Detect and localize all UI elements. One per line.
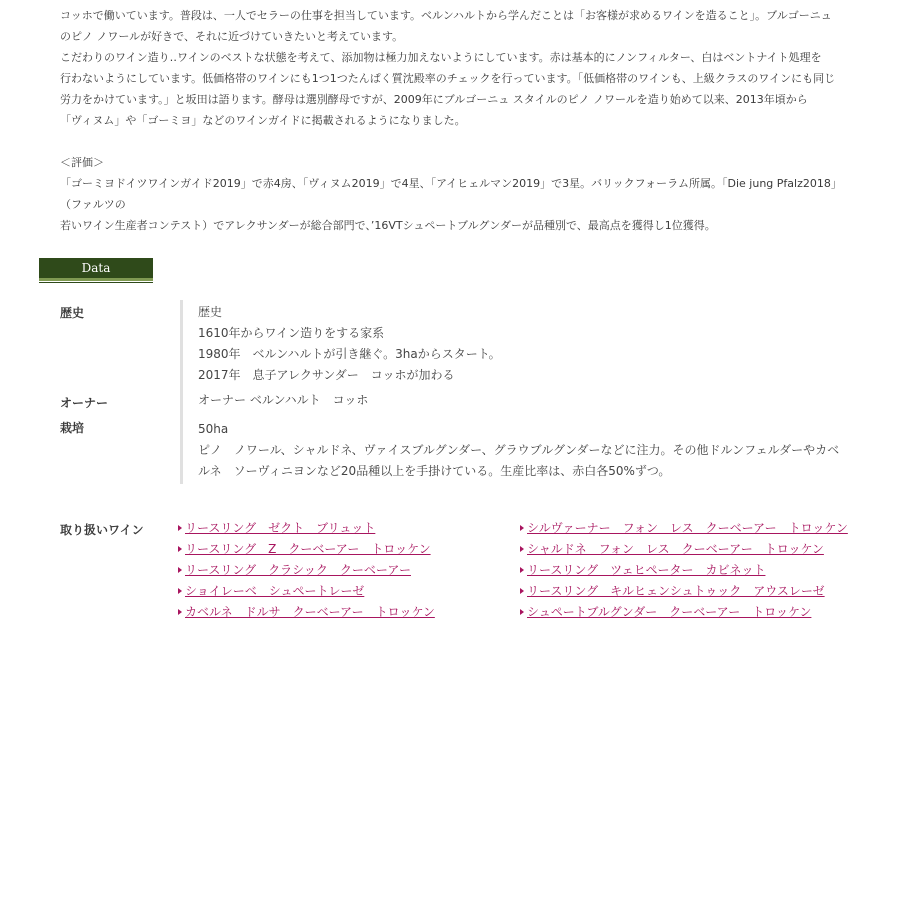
wine-link-label: リースリング クラシック クーベーアー <box>185 563 411 577</box>
wine-list-right <box>520 518 862 623</box>
arrow-icon <box>520 525 524 531</box>
history-value <box>180 300 868 390</box>
evaluation-line: 若いワイン生産者コンテスト）でアレクサンダーが総合部門で、’16VTシュペートブルグンダーが品種別で、最高点を獲得し1位獲得。 <box>60 219 716 232</box>
wine-list-label: 取り扱いワイン <box>60 523 144 537</box>
cultivation-value <box>180 415 868 484</box>
wine-link[interactable] <box>178 539 520 560</box>
arrow-icon <box>520 546 524 552</box>
wine-link-label: シルヴァーナー フォン レス クーベーアー トロッケン <box>527 521 848 535</box>
history-label: 歴史 <box>60 306 85 320</box>
wine-link-label: シュペートブルグンダー クーベーアー トロッケン <box>527 605 812 619</box>
history-line: 歴史 <box>198 305 223 319</box>
owner-value <box>180 390 868 415</box>
data-table <box>60 300 870 484</box>
arrow-icon <box>520 567 524 573</box>
history-line: 1610年からワイン造りをする家系 <box>198 326 385 340</box>
arrow-icon <box>178 609 182 615</box>
wine-link[interactable] <box>520 539 862 560</box>
arrow-icon <box>178 588 182 594</box>
wine-link-label: ショイレーベ シュペートレーゼ <box>185 584 365 598</box>
intro-line: のピノ ノワールが好きで、それに近づけていきたいと考えています。 <box>60 30 404 43</box>
wine-link[interactable] <box>520 560 862 581</box>
owner-row <box>60 390 870 415</box>
wine-link[interactable] <box>178 602 520 623</box>
cultivation-label: 栽培 <box>60 421 85 435</box>
intro-line: 労力をかけています。」と坂田は語ります。酵母は選別酵母ですが、2009年にブルゴーニュ スタイルのピノ ノワールを造り始めて以来、2013年頃から <box>60 93 808 106</box>
arrow-icon <box>520 588 524 594</box>
intro-line: 「ヴィヌム」や「ゴーミヨ」などのワインガイドに掲載されるようになりました。 <box>60 114 466 127</box>
evaluation-line: 「ゴーミヨドイツワインガイド2019」で赤4房、「ヴィヌム2019」で4星、「アイヒェルマン2019」で3星。バリックフォーラム所属。「Die jung Pfalz2018」（ファルツの <box>60 177 842 211</box>
wine-link[interactable] <box>178 518 520 539</box>
history-line: 1980年 ベルンハルトが引き継ぐ。3haからスタート。 <box>198 347 501 361</box>
owner-label: オーナー <box>60 396 109 410</box>
wine-link[interactable] <box>520 518 862 539</box>
arrow-icon <box>178 525 182 531</box>
arrow-icon <box>178 546 182 552</box>
intro-line: コッホで働いています。普段は、一人でセラーの仕事を担当しています。ベルンハルトから学んだことは「お客様が求めるワインを造ること」。ブルゴーニュ <box>60 9 832 22</box>
owner-line: オーナー ベルンハルト コッホ <box>198 393 369 407</box>
cultivation-line: 50ha <box>198 422 229 436</box>
data-section-tab: Data <box>39 258 153 281</box>
wine-link-label: リースリング ツェヒペーター カビネット <box>527 563 766 577</box>
wine-link-label: リースリング Z クーベーアー トロッケン <box>185 542 431 556</box>
wine-link-label: カベルネ ドルサ クーベーアー トロッケン <box>185 605 435 619</box>
cultivation-line: ルネ ソーヴィニヨンなど20品種以上を手掛けている。生産比率は、赤白各50%ずつ。 <box>198 464 671 478</box>
intro-line: こだわりのワイン造り‥ワインのベストな状態を考えて、添加物は極力加えないようにしています。赤は基本的にノンフィルター、白はベントナイト処理を <box>60 51 822 64</box>
wine-link-label: シャルドネ フォン レス クーベーアー トロッケン <box>527 542 824 556</box>
wine-link[interactable] <box>520 602 862 623</box>
wine-link[interactable] <box>178 560 520 581</box>
history-line: 2017年 息子アレクサンダー コッホが加わる <box>198 368 455 382</box>
cultivation-row <box>60 415 870 484</box>
evaluation-heading: ＜評価＞ <box>60 156 104 169</box>
history-row <box>60 300 870 390</box>
wine-link-label: リースリング キルヒェンシュトゥック アウスレーゼ <box>527 584 825 598</box>
arrow-icon <box>520 609 524 615</box>
wine-link[interactable] <box>520 581 862 602</box>
wine-link[interactable] <box>178 581 520 602</box>
producer-description <box>60 5 850 236</box>
wine-link-label: リースリング ゼクト ブリュット <box>185 521 376 535</box>
cultivation-line: ピノ ノワール、シャルドネ、ヴァイスブルグンダー、グラウブルグンダーなどに注力。その他ドルンフェルダーやカベ <box>198 443 840 457</box>
arrow-icon <box>178 567 182 573</box>
wine-list-left <box>178 518 520 623</box>
intro-line: 行わないようにしています。低価格帯のワインにも1つ1つたんぱく質沈殿率のチェックを行っています。「低価格帯のワインも、上級クラスのワインにも同じ <box>60 72 836 85</box>
wine-list-section <box>60 518 880 623</box>
